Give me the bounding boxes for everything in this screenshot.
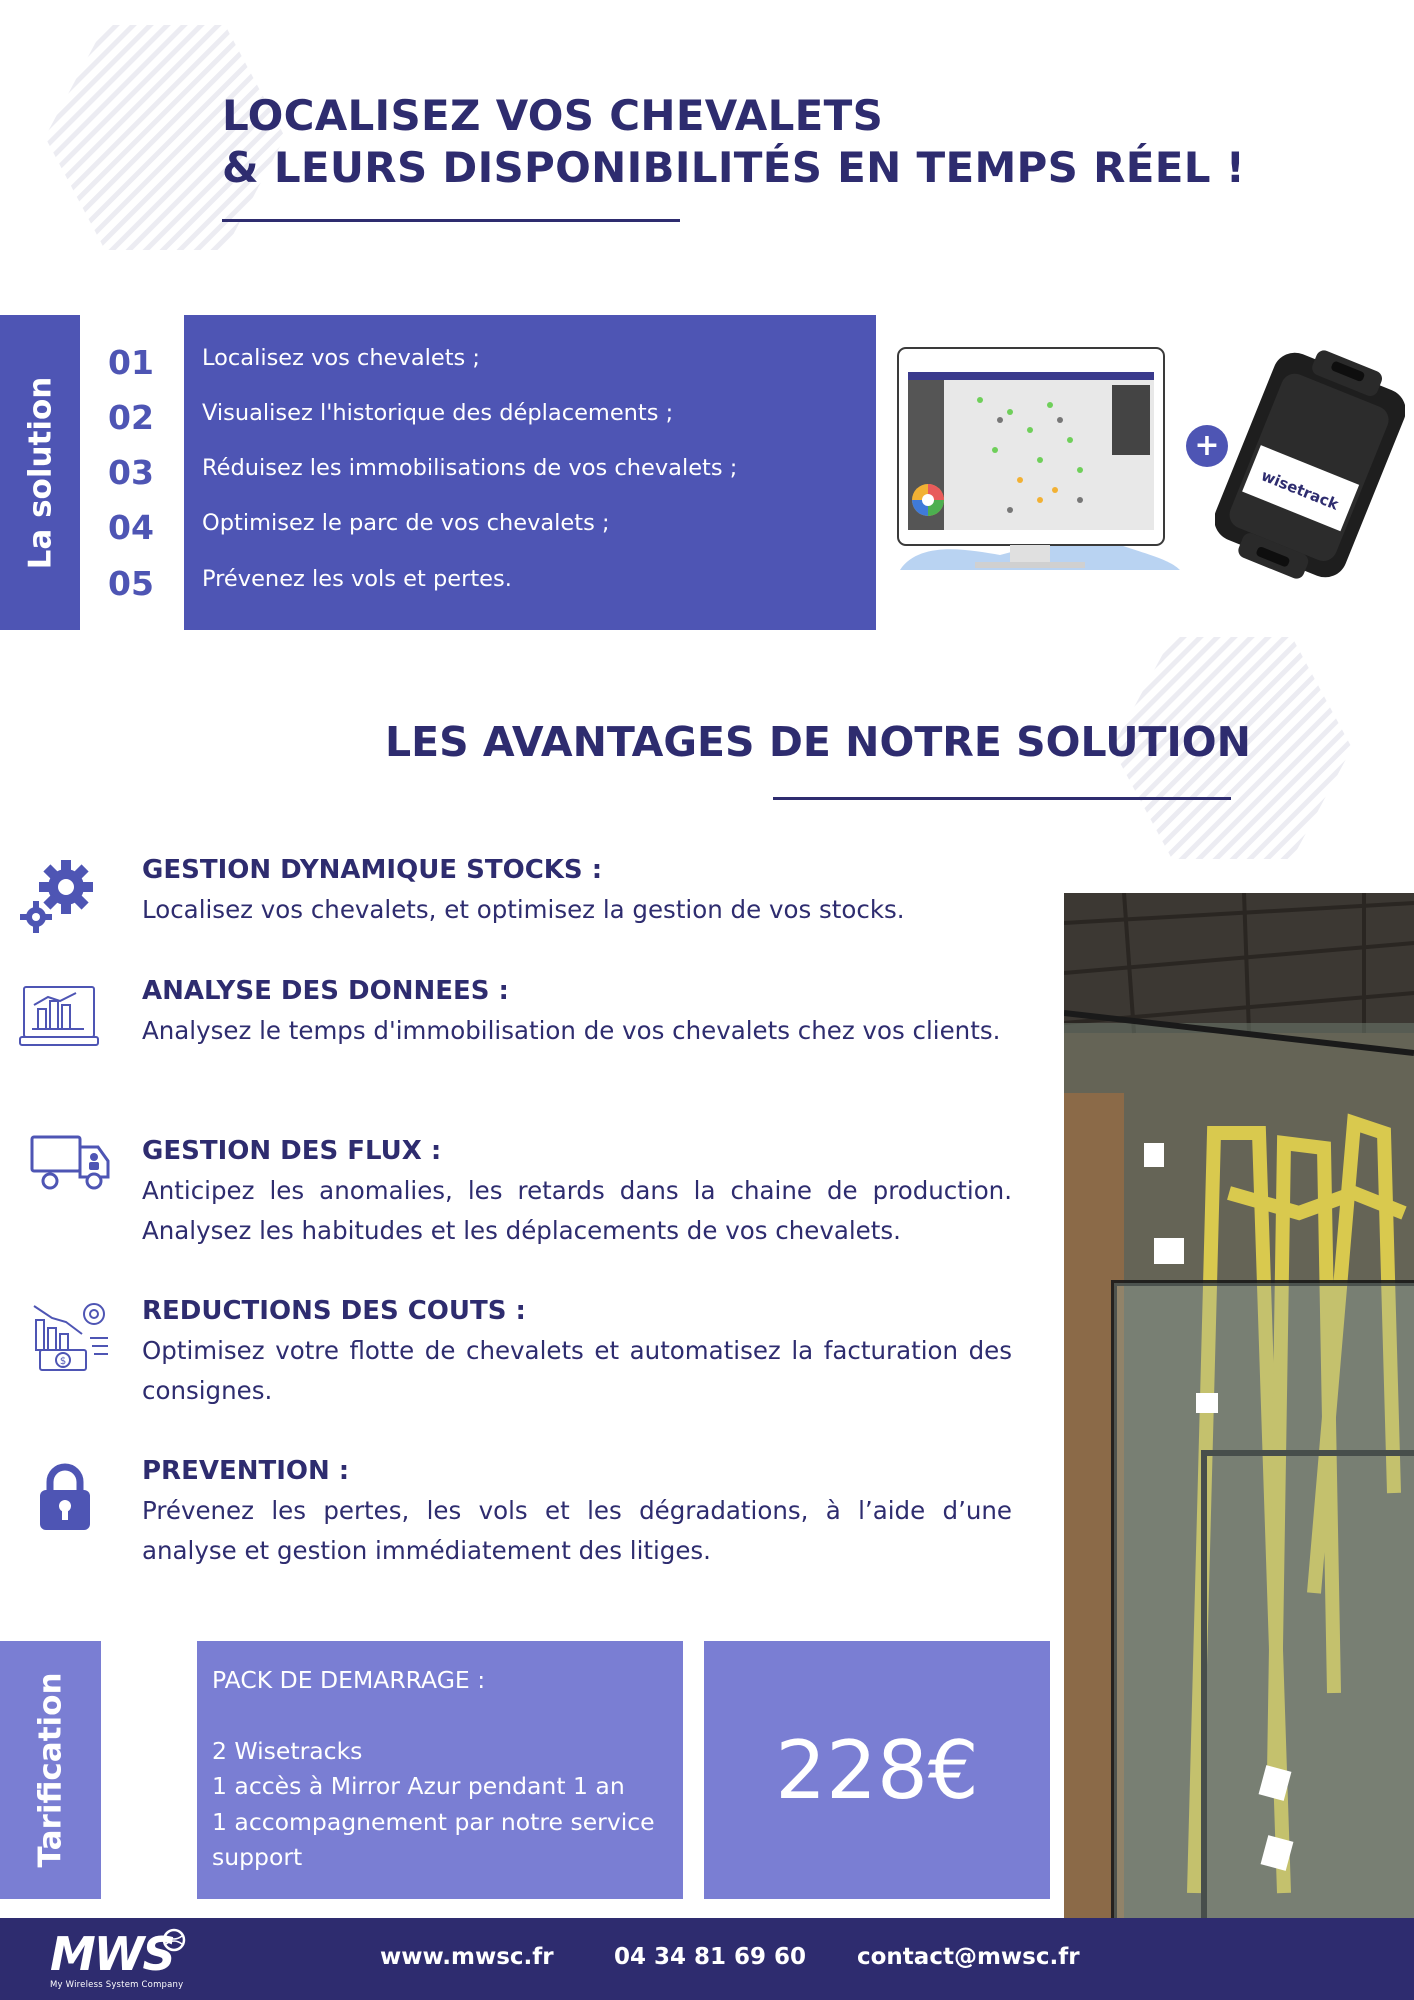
title-line-2: & LEURS DISPONIBILITÉS EN TEMPS RÉEL ! bbox=[222, 143, 1246, 192]
solution-item: Localisez vos chevalets ; bbox=[202, 345, 480, 371]
solution-item: Visualisez l'historique des déplacements ; bbox=[202, 400, 674, 426]
page-title bbox=[222, 90, 1245, 194]
advantage-item bbox=[142, 1131, 1012, 1251]
pack-line: 2 Wisetracks bbox=[212, 1736, 363, 1765]
logo-tagline: My Wireless System Company bbox=[50, 1980, 184, 1990]
advantage-item bbox=[142, 971, 1012, 1051]
glass-rack-photo bbox=[1064, 893, 1414, 1918]
starter-pack-box bbox=[197, 1641, 683, 1899]
mws-logo bbox=[48, 1926, 190, 1978]
advantage-item bbox=[142, 1451, 1012, 1571]
advantage-heading: GESTION DES FLUX : bbox=[142, 1136, 442, 1166]
advantage-text: Optimisez votre flotte de chevalets et automatisez la facturation des consignes. bbox=[142, 1336, 1012, 1405]
price-value: 228€ bbox=[775, 1723, 979, 1817]
footer bbox=[0, 1918, 1414, 2000]
advantage-heading: REDUCTIONS DES COUTS : bbox=[142, 1296, 526, 1326]
advantages-underline bbox=[773, 797, 1231, 800]
advantage-text: Anticipez les anomalies, les retards dans la chaine de production. Analysez les habitudes et les déplacements de vos chevalets. bbox=[142, 1176, 1012, 1245]
advantage-heading: PREVENTION : bbox=[142, 1456, 350, 1486]
monitor-map-illustration bbox=[880, 340, 1182, 580]
pricing-tab bbox=[0, 1641, 101, 1899]
cost-reduction-icon bbox=[32, 1300, 112, 1374]
pack-title: PACK DE DEMARRAGE : bbox=[212, 1666, 486, 1694]
solution-number: 03 bbox=[108, 453, 154, 492]
solution-number: 04 bbox=[108, 508, 154, 547]
wisetrack-device-image bbox=[1215, 345, 1405, 585]
solution-number: 02 bbox=[108, 398, 154, 437]
advantage-heading: ANALYSE DES DONNEES : bbox=[142, 976, 509, 1006]
title-underline bbox=[222, 219, 680, 222]
solution-tab bbox=[0, 315, 80, 630]
price-box bbox=[704, 1641, 1050, 1899]
solution-number: 01 bbox=[108, 343, 154, 382]
logo-text: MWS bbox=[50, 1927, 174, 1978]
footer-email-link[interactable]: contact@mwsc.fr bbox=[857, 1944, 1080, 1970]
advantage-text: Localisez vos chevalets, et optimisez la gestion de vos stocks. bbox=[142, 895, 905, 924]
advantage-heading: GESTION DYNAMIQUE STOCKS : bbox=[142, 855, 603, 885]
advantage-text: Prévenez les pertes, les vols et les dégradations, à l’aide d’une analyse et gestion immédiatement des litiges. bbox=[142, 1496, 1012, 1565]
analytics-screen-icon bbox=[18, 985, 100, 1053]
footer-phone[interactable]: 04 34 81 69 60 bbox=[614, 1944, 807, 1970]
device-label: wisetrack bbox=[1258, 466, 1342, 514]
title-line-1: LOCALISEZ VOS CHEVALETS bbox=[222, 91, 884, 140]
padlock-icon bbox=[38, 1462, 92, 1532]
advantage-text: Analysez le temps d'immobilisation de vos chevalets chez vos clients. bbox=[142, 1016, 1001, 1045]
advantages-title: LES AVANTAGES DE NOTRE SOLUTION bbox=[385, 718, 1251, 766]
footer-website-link[interactable]: www.mwsc.fr bbox=[380, 1944, 554, 1970]
solution-item: Prévenez les vols et pertes. bbox=[202, 566, 512, 592]
pack-line: 1 accès à Mirror Azur pendant 1 an bbox=[212, 1772, 625, 1800]
advantage-item bbox=[142, 1291, 1012, 1411]
solution-item: Optimisez le parc de vos chevalets ; bbox=[202, 510, 610, 536]
pack-line: 1 accompagnement par notre service support bbox=[212, 1807, 655, 1871]
delivery-truck-icon bbox=[28, 1133, 112, 1193]
solution-tab-label: La solution bbox=[22, 376, 59, 569]
solution-number: 05 bbox=[108, 564, 154, 603]
svg-text:$: $ bbox=[59, 1356, 67, 1367]
plus-icon: + bbox=[1186, 425, 1228, 467]
pricing-tab-label: Tarification bbox=[32, 1672, 69, 1868]
gears-icon bbox=[18, 855, 98, 935]
solution-item: Réduisez les immobilisations de vos chevalets ; bbox=[202, 455, 738, 481]
advantage-item bbox=[142, 850, 1012, 930]
